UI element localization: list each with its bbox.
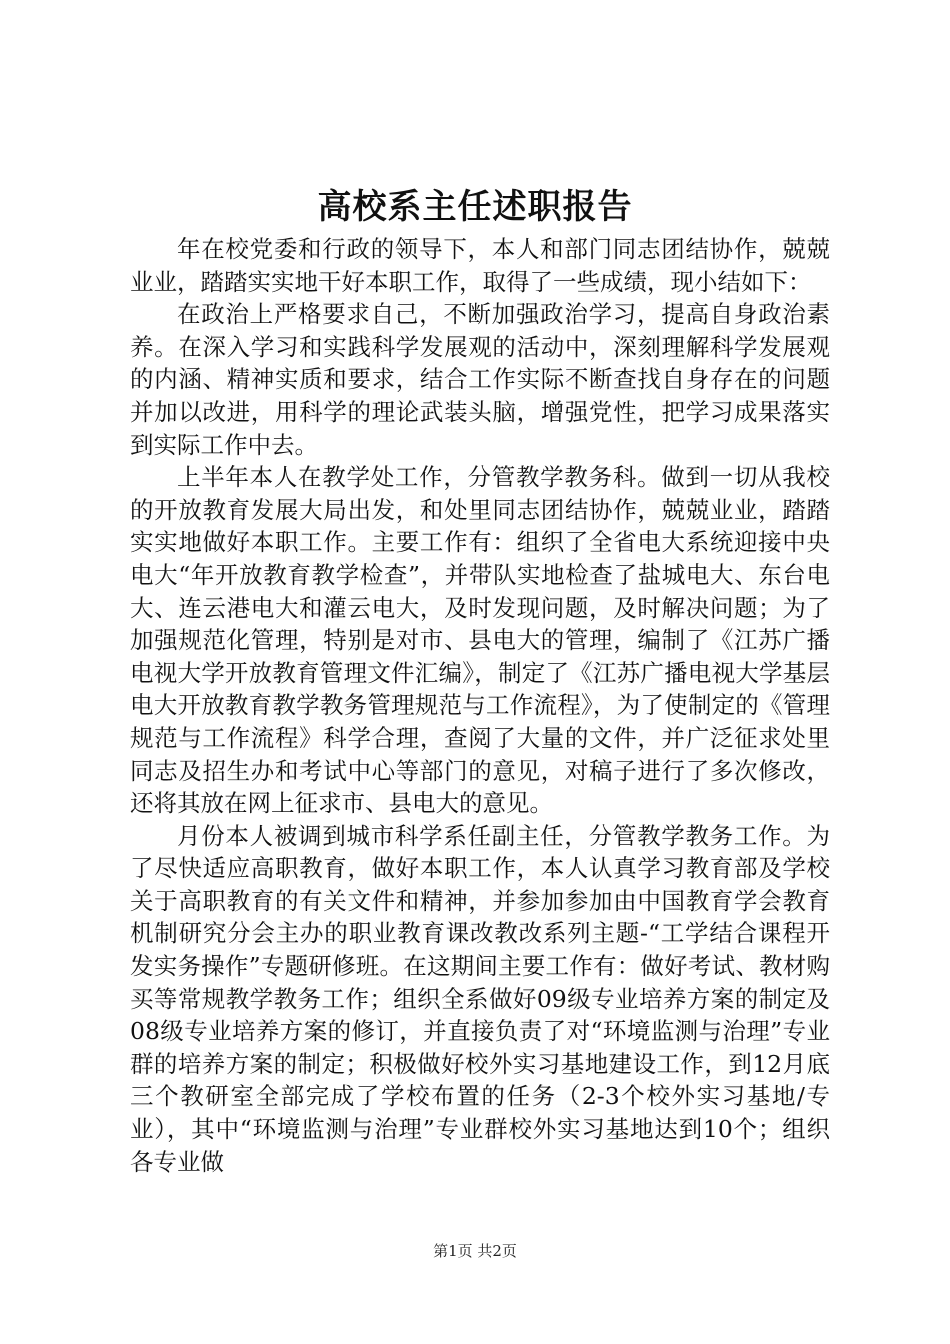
document-body (130, 233, 830, 1178)
paragraph-first-half-year: 上半年本人在教学处工作，分管教学教务科。做到一切从我校的开放教育发展大局出发，和处里同志团结协作，兢兢业业，踏踏实实地做好本职工作。主要工作有：组织了全省电大系统迎接中央电大“年开放教育教学检查”，并带队实地检查了盐城电大、东台电大、连云港电大和灌云电大，及时发现问题，及时解决问题；为了加强规范化管理，特别是对市、县电大的管理，编制了《江苏广播电视大学开放教育管理文件汇编》，制定了《江苏广播电视大学基层电大开放教育教学教务管理规范与工作流程》，为了使制定的《管理规范与工作流程》科学合理，查阅了大量的文件，并广泛征求处里同志及招生办和考试中心等部门的意见，对稿子进行了多次修改，还将其放在网上征求市、县电大的意见。 (130, 463, 830, 818)
paragraph-intro: 年在校党委和行政的领导下，本人和部门同志团结协作，兢兢业业，踏踏实实地干好本职工作，取得了一些成绩，现小结如下： (130, 235, 830, 296)
document-title: 高校系主任述职报告 (317, 187, 633, 227)
paragraph-department-work: 月份本人被调到城市科学系任副主任，分管教学教务工作。为了尽快适应高职教育，做好本职工作，本人认真学习教育部及学校关于高职教育的有关文件和精神，并参加参加由中国教育学会教育机制研究分会主办的职业教育课改教改系列主题-“工学结合课程开发实务操作”专题研修班。在这期间主要工作有：做好考试、教材购买等常规教学教务工作；组织全系做好09级专业培养方案的制定及08级专业培养方案的修订，并直接负责了对“环境监测与治理”专业群的培养方案的制定；积极做好校外实习基地建设工作，到12月底三个教研室全部完成了学校布置的任务（2-3个校外实习基地/专业），其中“环境监测与治理”专业群校外实习基地达到10个；组织各专业做 (130, 821, 830, 1176)
paragraph-politics: 在政治上严格要求自己，不断加强政治学习，提高自身政治素养。在深入学习和实践科学发展观的活动中，深刻理解科学发展观的内涵、精神实质和要求，结合工作实际不断查找自身存在的问题并加以改进，用科学的理论武装头脑，增强党性，把学习成果落实到实际工作中去。 (130, 300, 830, 459)
page-footer: 第1页 共2页 (433, 1242, 517, 1260)
